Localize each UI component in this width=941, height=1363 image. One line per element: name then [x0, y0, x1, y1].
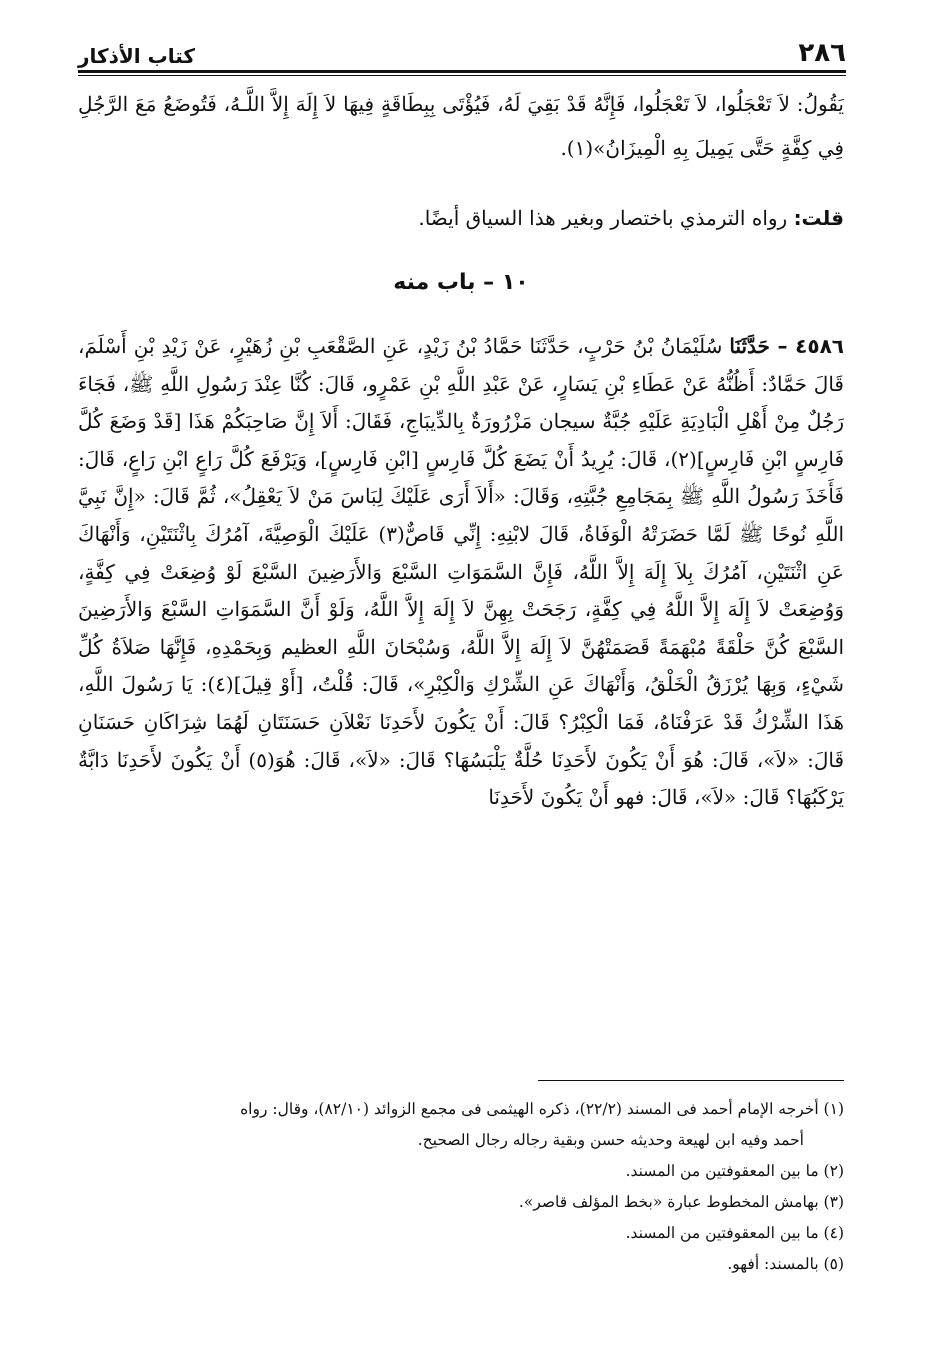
qult-text: رواه الترمذي باختصار وبغير هذا السياق أيضًا.: [418, 206, 794, 230]
chapter-heading: ١٠ – باب منه: [393, 270, 529, 295]
footnote-4: (٤) ما بين المعقوفتين من المسند.: [625, 1224, 844, 1242]
top-paragraph: يَقُولُ: لاَ تَعْجَلُوا، لاَ تَعْجَلُوا، فَإِنَّهُ قَدْ بَقِيَ لَهُ، فَيُؤْتَى بِبِطَاقَةٍ فِيهَا لاَ إِلَهَ إِلاَّ اللَّـهُ، فَتُوضَعُ مَعَ الرَّجُلِ فِي كِفَّةٍ حَتَّى يَمِيلَ بِهِ الْمِيزَانُ»(١).: [78, 92, 844, 160]
footnote-2: (٢) ما بين المعقوفتين من المسند.: [625, 1162, 844, 1180]
page-number: ٢٨٦: [798, 38, 846, 68]
footnotes: [78, 1094, 844, 1280]
hadith-text: سُلَيْمَانُ بْنُ حَرْبٍ، حَدَّثَنَا حَمَّادُ بْنُ زَيْدٍ، عَنِ الصَّقْعَبِ بْنِ زُهَيْرٍ، عَنْ زَيْدِ بْنِ أَسْلَمَ، قَالَ حَمَّادٌ: أَظُنُّهُ عَنْ عَطَاءِ بْنِ يَسَارٍ، عَنْ عَبْدِ اللَّهِ بْنِ عَمْرٍو، قَالَ: كُنَّا عِنْدَ رَسُولِ اللَّهِ ﷺ، فَجَاءَ رَجُلٌ مِنْ أَهْلِ الْبَادِيَةِ عَلَيْهِ جُبَّةٌ سيجان مَزْرُورَةٌ بِالدِّيبَاجِ، فَقَالَ: أَلاَ إِنَّ صَاحِبَكُمْ هَذَا [قَدْ وَضَعَ كُلَّ فَارِسٍ ابْنِ فَارِسٍ](٢)، قَالَ: يُرِيدُ أَنْ يَضَعَ كُلَّ فَارِسٍ [ابْنِ فَارِسٍ]، وَيَرْفَعَ كُلَّ رَاعٍ ابْنِ رَاعٍ، قَالَ: فَأَخَذَ رَسُولُ اللَّهِ ﷺ بِمَجَامِعِ جُبَّتِهِ، وَقَالَ: «أَلاَ أَرَى عَلَيْكَ لِبَاسَ مَنْ لاَ يَعْقِلُ»، ثُمَّ قَالَ: «إِنَّ نَبِيَّ اللَّهِ نُوحًا ﷺ لَمَّا حَضَرَتْهُ الْوَفَاةُ، قَالَ لابْنِهِ: إِنِّي قَاصٌّ(٣) عَلَيْكَ الْوَصِيَّةَ، آمُرُكَ بِاثْنَتَيْنِ، وَأَنْهَاكَ عَنِ اثْنَتَيْنِ، آمُرُكَ بِلاَ إِلَهَ إِلاَّ اللَّهُ، فَإِنَّ السَّمَوَاتِ السَّبْعَ وَالأَرَضِينَ السَّبْعَ لَوْ وُضِعَتْ فِي كِفَّةٍ، وَوُضِعَتْ لاَ إِلَهَ إِلاَّ اللَّهُ فِي كِفَّةٍ، رَجَحَتْ بِهِنَّ لاَ إِلَهَ إِلاَّ اللَّهُ، وَلَوْ أَنَّ السَّمَوَاتِ السَّبْعَ وَالأَرَضِينَ السَّبْعَ كُنَّ حَلْقَةً مُبْهَمَةً قَصَمَتْهُنَّ لاَ إِلَهَ إِلاَّ اللَّهُ، وَسُبْحَانَ اللَّهِ العظيم وَبِحَمْدِهِ، فَإِنَّهَا صَلاَةُ كُلِّ شَيْءٍ، وَبِهَا يُرْزَقُ الْخَلْقُ، وَأَنْهَاكَ عَنِ الشِّرْكِ وَالْكِبْرِ»، قَالَ: قُلْتُ، [أَوْ قِيلَ](٤): يَا رَسُولَ اللَّهِ، هَذَا الشِّرْكُ قَدْ عَرَفْنَاهُ، فَمَا الْكِبْرُ؟ قَالَ: أَنْ يَكُونَ لأَحَدِنَا نَعْلاَنِ حَسَنَتَانِ لَهُمَا شِرَاكَانِ حَسَنَانِ قَالَ: «لاَ»، قَالَ: هُوَ أَنْ يَكُونَ لأَحَدِنَا حُلَّةٌ يَلْبَسُهَا؟ قَالَ: «لاَ»، قَالَ: هُوَ(٥) أَنْ يَكُونَ لأَحَدِنَا دَابَّةٌ يَرْكَبُهَا؟ قَالَ: «لاَ»، قَالَ: فهو أَنْ يَكُونَ لأَحَدِنَا: [78, 334, 844, 810]
footnote-5: (٥) بالمسند: أفهو.: [727, 1255, 844, 1273]
footnote-1: (١) أخرجه الإمام أحمد فى المسند (٢٢/٢)، ذكره الهيثمى فى مجمع الزوائد (٨٢/١٠)، وقال: رواه: [240, 1100, 844, 1118]
hadith-opening: حَدَّثَنَا: [729, 334, 778, 358]
header-rule: [78, 70, 846, 76]
qult-paragraph: [78, 203, 844, 233]
book-title: كتاب الأذكار: [78, 44, 196, 68]
footnote-divider: [538, 1080, 844, 1081]
qult-label: قلت:: [793, 206, 844, 230]
footnote-3: (٣) بهامش المخطوط عبارة «بخط المؤلف قاصر».: [518, 1193, 844, 1211]
hadith-paragraph: [78, 328, 844, 817]
hadith-number: ٤٥٨٦ –: [777, 334, 844, 358]
footnote-1-continued: أحمد وفيه ابن لهيعة وحديثه حسن وبقية رجاله رجال الصحيح.: [417, 1131, 804, 1149]
page-header: [78, 34, 846, 68]
